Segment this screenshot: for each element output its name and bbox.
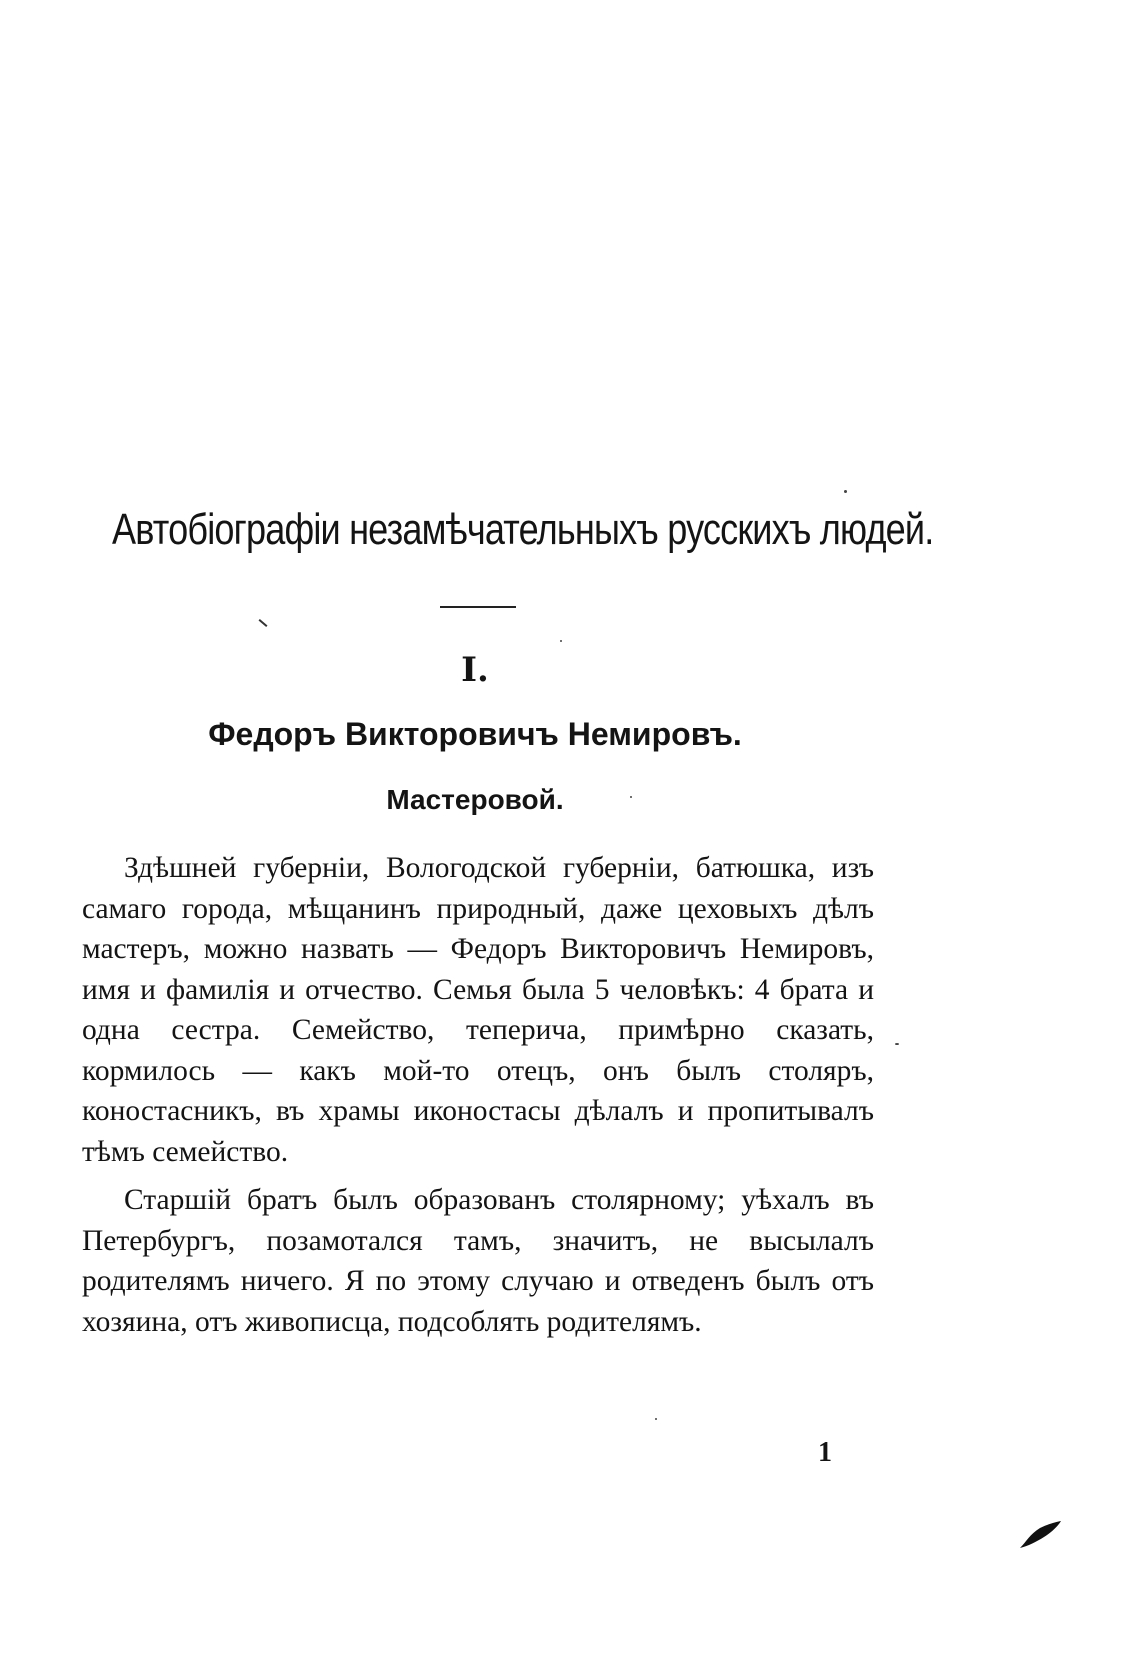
title-divider	[440, 606, 516, 608]
ink-blot-icon	[1018, 1520, 1062, 1550]
page-number: 1	[818, 1437, 832, 1468]
stray-dot	[630, 796, 632, 798]
chapter-number: I.	[461, 650, 489, 690]
stray-mark	[259, 619, 268, 627]
stray-dot	[560, 640, 562, 642]
stray-dot	[655, 1418, 657, 1420]
author-name: Федоръ Викторовичъ Немировъ.	[208, 716, 742, 752]
occupation-heading: Мастеровой.	[386, 784, 564, 815]
paragraph: Старшій братъ былъ образованъ столярному; уѣхалъ въ Петербургъ, позамотался тамъ, значитъ, не высылалъ родителямъ ничего. Я по этому случаю и отведенъ былъ отъ хозяина, отъ живописца, подсоблять родителямъ.	[82, 1184, 874, 1338]
series-title: Автобіографіи незамѣчательныхъ русскихъ людей.	[112, 505, 934, 554]
paragraph: Здѣшней губерніи, Вологодской губерніи, батюшка, изъ самаго города, мѣщанинъ природный, даже цеховыхъ дѣлъ мастеръ, можно назвать — Федоръ Викторовичъ Немировъ, имя и фамилія и отчество. Семья была 5 человѣкъ: 4 брата и одна сестра. Семейство, теперича, примѣрно сказать, кормилось — какъ мой-то отецъ, онъ былъ столяръ, коностасникъ, въ храмы иконостасы дѣлалъ и пропитывалъ тѣмъ семейство.	[82, 852, 874, 1168]
body-text	[82, 848, 874, 1350]
stray-dot	[844, 490, 847, 493]
stray-dot	[895, 1043, 899, 1045]
